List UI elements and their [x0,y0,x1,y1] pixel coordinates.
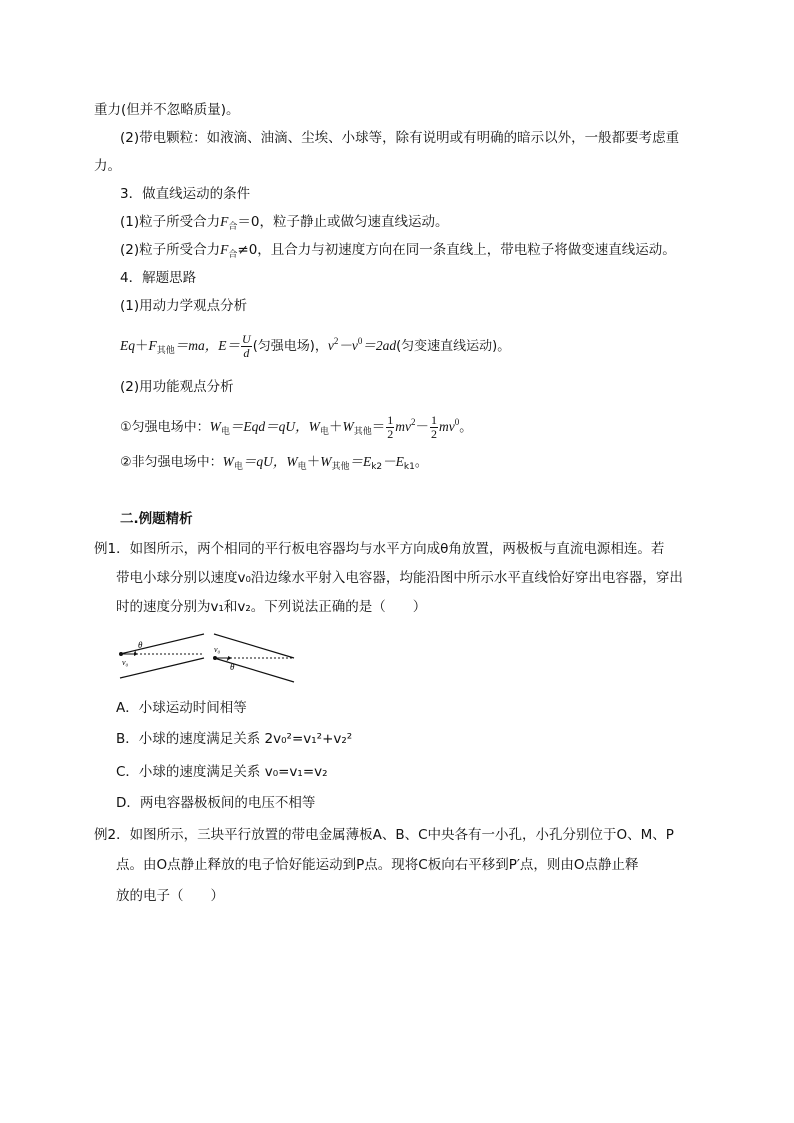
right-capacitor-plate-top [214,634,294,658]
example2-line1: 例2．如图所示，三块平行放置的带电金属薄板A、B、C中央各有一小孔，小孔分别位于O、M、P [94,827,674,843]
example1-line2: 带电小球分别以速度v₀沿边缘水平射入电容器，均能沿图中所示水平直线恰好穿出电容器，穿出 [116,570,683,586]
formula-uniform-field: ①匀强电场中：$W_电=Eqd=qU$，$W_电+W_{其他}=$ $\frac{1}{2}$ $mv^2-$ $\frac{1}{2}$ $mv^0$。 [120,413,473,442]
right-capacitor-plate-bottom [214,658,294,682]
text-line: (2)带电颗粒：如液滴、油滴、尘埃、小球等，除有说明或有明确的暗示以外，一般都要考虑重 [120,130,680,146]
formula-dynamics: $Eq+F_{其他}=ma$，E＝ $\frac{U}{d}$ (匀强电场)，$v^2-v^0=2ad$(匀变速直线运动)。 [120,332,511,361]
condition-2: (2)粒子所受合力$F_合\ne 0$，且合力与初速度方向在同一条直线上，带电粒子将做变速直线运动。 [120,242,676,260]
example2-line2: 点。由O点静止释放的电子恰好能运动到P点。现将C板向右平移到P′点，则由O点静止释 [116,857,639,873]
example1-line3: 时的速度分别为v₁和v₂。下列说法正确的是（ ） [116,599,427,615]
example2-line3: 放的电子（ ） [116,888,224,904]
heading-approach: 4．解题思路 [120,270,197,286]
capacitor-figure [116,630,301,685]
text-line: 力。 [94,158,121,174]
right-theta-label: θ [230,662,235,672]
example1-line1: 例1．如图所示，两个相同的平行板电容器均与水平方向成θ角放置，两极板与直流电源相连。若 [94,541,665,557]
approach-energy: (2)用功能观点分析 [120,379,234,395]
option-a: A．小球运动时间相等 [116,700,247,716]
option-d: D．两电容器极板间的电压不相等 [116,795,316,811]
option-b: B．小球的速度满足关系 2v₀²=v₁²+v₂² [116,731,353,747]
option-c: C．小球的速度满足关系 v₀=v₁=v₂ [116,764,328,780]
section-title-examples: 二.例题精析 [120,511,193,527]
formula-nonuniform-field: ②非匀强电场中：$W_电=qU$，$W_电+W_{其他}=E_{k2}-E_{k1}$。 [120,454,428,472]
approach-dynamics: (1)用动力学观点分析 [120,298,248,314]
heading-conditions: 3．做直线运动的条件 [120,186,251,202]
text-line: 重力(但并不忽略质量)。 [94,102,240,118]
condition-1: (1)粒子所受合力$F_合=0$，粒子静止或做匀速直线运动。 [120,214,449,232]
right-v0-label: v₀ [214,645,221,654]
left-capacitor-plate-bottom [120,658,204,678]
left-theta-label: θ [138,640,143,650]
left-capacitor-plate-top [120,634,204,654]
left-v0-label: v₀ [122,658,129,667]
